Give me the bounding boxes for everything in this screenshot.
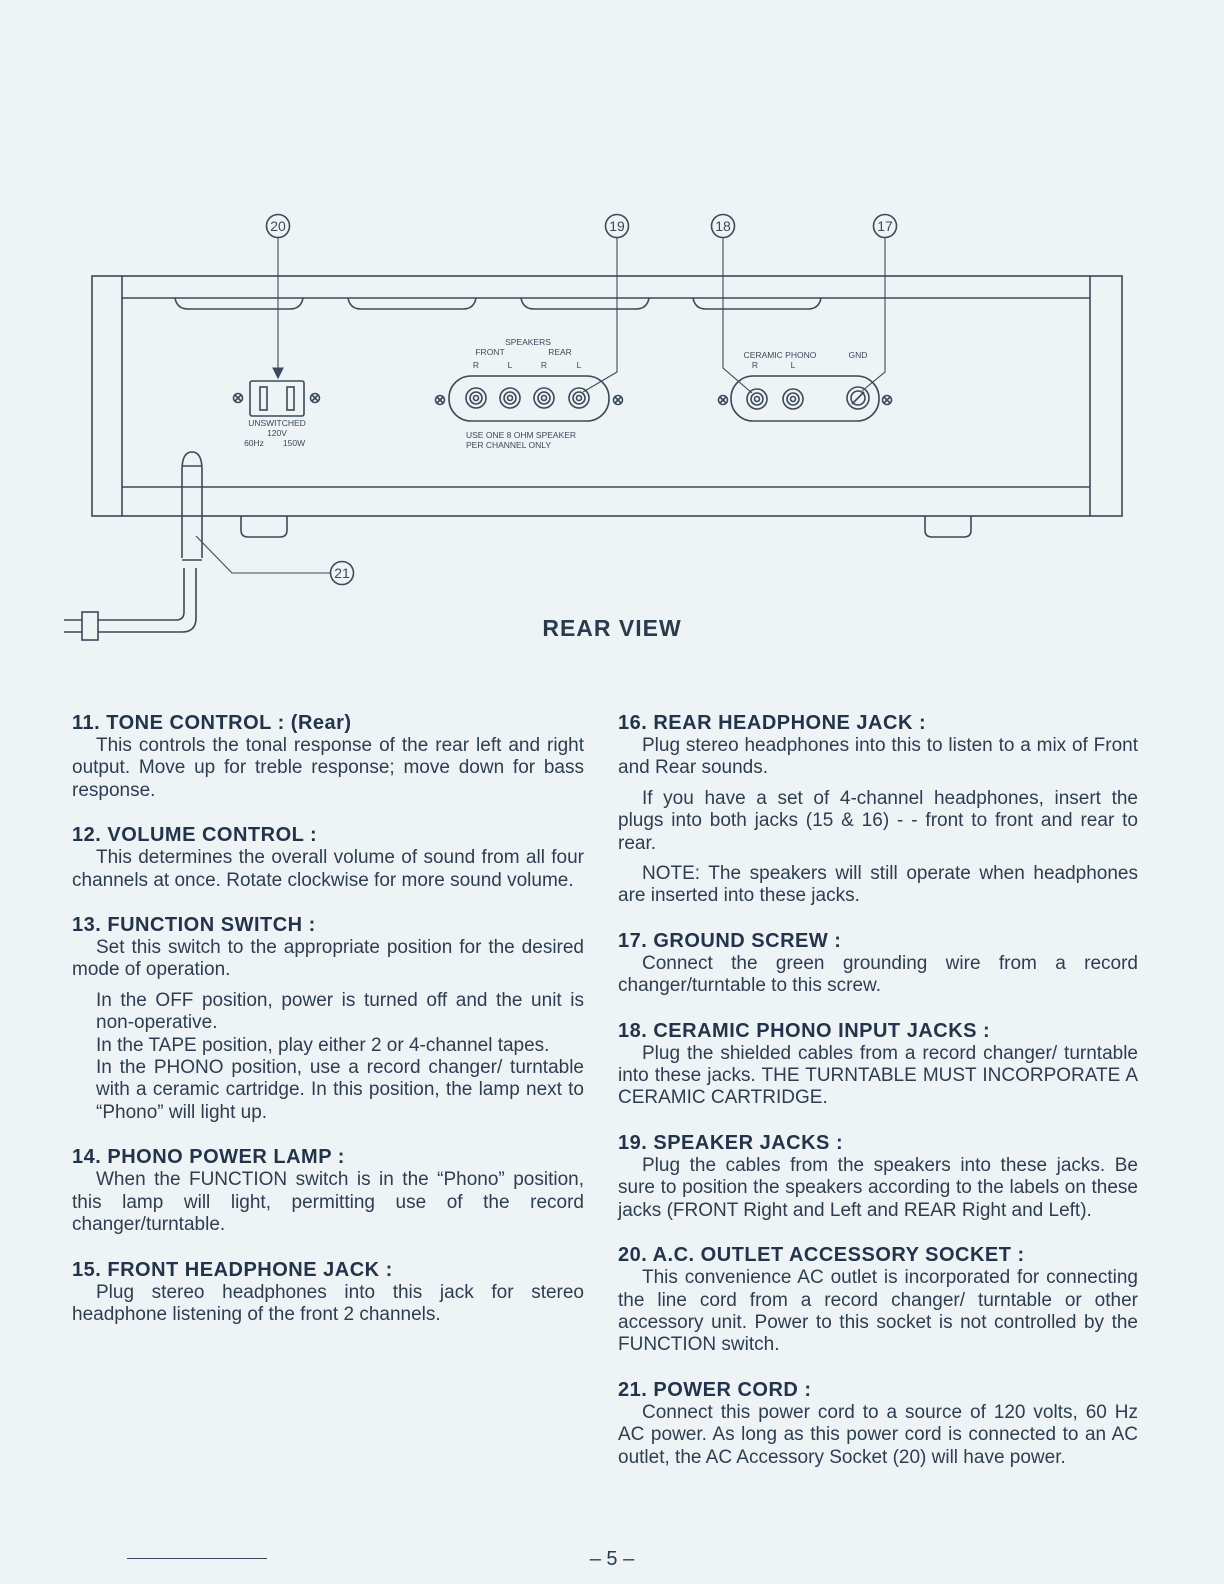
section xyxy=(72,1146,584,1236)
section xyxy=(618,930,1138,998)
section-paragraph: This controls the tonal response of the rear left and right output. Move up for treble response; move down for bass response. xyxy=(72,735,584,801)
outlet-label-line2: 120V xyxy=(267,428,287,438)
section xyxy=(618,1020,1138,1110)
speakers-note-line2: PER CHANNEL ONLY xyxy=(466,440,552,450)
section-paragraph: This determines the overall volume of sound from all four channels at once. Rotate clockwise for more sound volume. xyxy=(72,847,584,891)
section-paragraph: Set this switch to the appropriate position for the desired mode of operation. xyxy=(72,937,584,981)
section-title: 18. CERAMIC PHONO INPUT JACKS : xyxy=(618,1019,991,1042)
section xyxy=(618,1132,1138,1222)
section-paragraph: In the TAPE position, play either 2 or 4-channel tapes. xyxy=(96,1034,550,1056)
callout-18: 18 xyxy=(715,218,731,234)
section xyxy=(72,824,584,892)
outlet-rating-hz: 60Hz xyxy=(244,438,264,448)
section-paragraph: Plug the shielded cables from a record changer/ turntable into these jacks. THE TURNTABLE MUST INCORPORATE A CERAMIC CARTRIDGE. xyxy=(618,1042,1138,1109)
speaker-channel-label: R xyxy=(472,360,480,370)
section-paragraph: NOTE: The speakers will still operate when headphones are inserted into these jacks. xyxy=(618,863,1138,907)
section xyxy=(72,1259,584,1327)
section-title: 14. PHONO POWER LAMP : xyxy=(72,1146,345,1169)
outlet-label-line1: UNSWITCHED xyxy=(248,418,306,428)
callout-20: 20 xyxy=(270,218,286,234)
section-title: 12. VOLUME CONTROL : xyxy=(72,824,318,847)
callout-17: 17 xyxy=(877,218,893,234)
section-title: 13. FUNCTION SWITCH : xyxy=(72,914,316,937)
section-title: 21. POWER CORD : xyxy=(618,1378,812,1401)
section-paragraph: Connect the green grounding wire from a record changer/turntable to this screw. xyxy=(618,952,1138,997)
speaker-channel-label: L xyxy=(576,360,582,370)
section xyxy=(618,1244,1138,1357)
section-title: 20. A.C. OUTLET ACCESSORY SOCKET : xyxy=(618,1244,1025,1267)
callout-19: 19 xyxy=(609,218,625,234)
section-title: 16. REAR HEADPHONE JACK : xyxy=(618,712,927,734)
section xyxy=(72,712,584,802)
cabinet-outline xyxy=(92,276,1122,516)
section-paragraph: Connect this power cord to a source of 120 volts, 60 Hz AC power. As long as this power cord is connected to an AC outlet, the AC Accessory Socket (20) will have power. xyxy=(618,1401,1138,1468)
section-title: 11. TONE CONTROL : (Rear) xyxy=(72,712,352,734)
speakers-rear-label: REAR xyxy=(548,347,572,357)
section-paragraph: Plug the cables from the speakers into these jacks. Be sure to position the speakers according to the labels on these jacks (FRONT Right and Left and REAR Right and Left). xyxy=(618,1154,1138,1221)
gnd-label: GND xyxy=(848,350,868,360)
outlet-rating-watts: 150W xyxy=(282,438,306,448)
rear-view-diagram xyxy=(0,0,1224,660)
speaker-channel-label: R xyxy=(540,360,548,370)
section xyxy=(72,914,584,1124)
section-paragraph: When the FUNCTION switch is in the “Phono” position, this lamp will light, permitting use of the record changer/turntable. xyxy=(72,1169,584,1236)
left-column xyxy=(72,712,584,1348)
phono-label: CERAMIC PHONO xyxy=(743,350,817,360)
callout-21: 21 xyxy=(334,565,350,581)
speakers-note-line1: USE ONE 8 OHM SPEAKER xyxy=(466,430,577,440)
section-title: 19. SPEAKER JACKS : xyxy=(618,1131,844,1154)
section xyxy=(618,712,1138,908)
section-paragraph: Plug stereo headphones into this to listen to a mix of Front and Rear sounds. xyxy=(618,735,1138,779)
section-paragraph: In the PHONO position, use a record changer/ turntable with a ceramic cartridge. In this position, the lamp next to “Phono” will light up. xyxy=(96,1057,584,1123)
phono-channel-label: R xyxy=(751,360,759,370)
section-paragraph: Plug stereo headphones into this jack for stereo headphone listening of the front 2 channels. xyxy=(72,1281,584,1325)
section xyxy=(618,1379,1138,1469)
section-paragraph: This convenience AC outlet is incorporated for connecting the line cord from a record changer/ turntable or other accessory unit. Power to this socket is not controlled by the FUNCTION switch. xyxy=(618,1267,1138,1356)
page-number: – 5 – xyxy=(589,1548,635,1570)
speakers-label: SPEAKERS xyxy=(505,337,551,347)
speaker-channel-label: L xyxy=(507,360,513,370)
ac-outlet-socket xyxy=(250,381,304,416)
diagram-caption: REAR VIEW xyxy=(542,615,682,641)
section-paragraph: If you have a set of 4-channel headphones, insert the plugs into both jacks (15 & 16) - - front to front and rear to rear. xyxy=(618,787,1138,854)
section-paragraph: In the OFF position, power is turned off and the unit is non-operative. xyxy=(96,989,584,1034)
right-column xyxy=(618,712,1138,1491)
section-title: 17. GROUND SCREW : xyxy=(618,929,842,952)
power-cord xyxy=(182,452,202,558)
section-title: 15. FRONT HEADPHONE JACK : xyxy=(72,1258,393,1281)
speakers-front-label: FRONT xyxy=(475,347,505,357)
phono-channel-label: L xyxy=(790,360,796,370)
